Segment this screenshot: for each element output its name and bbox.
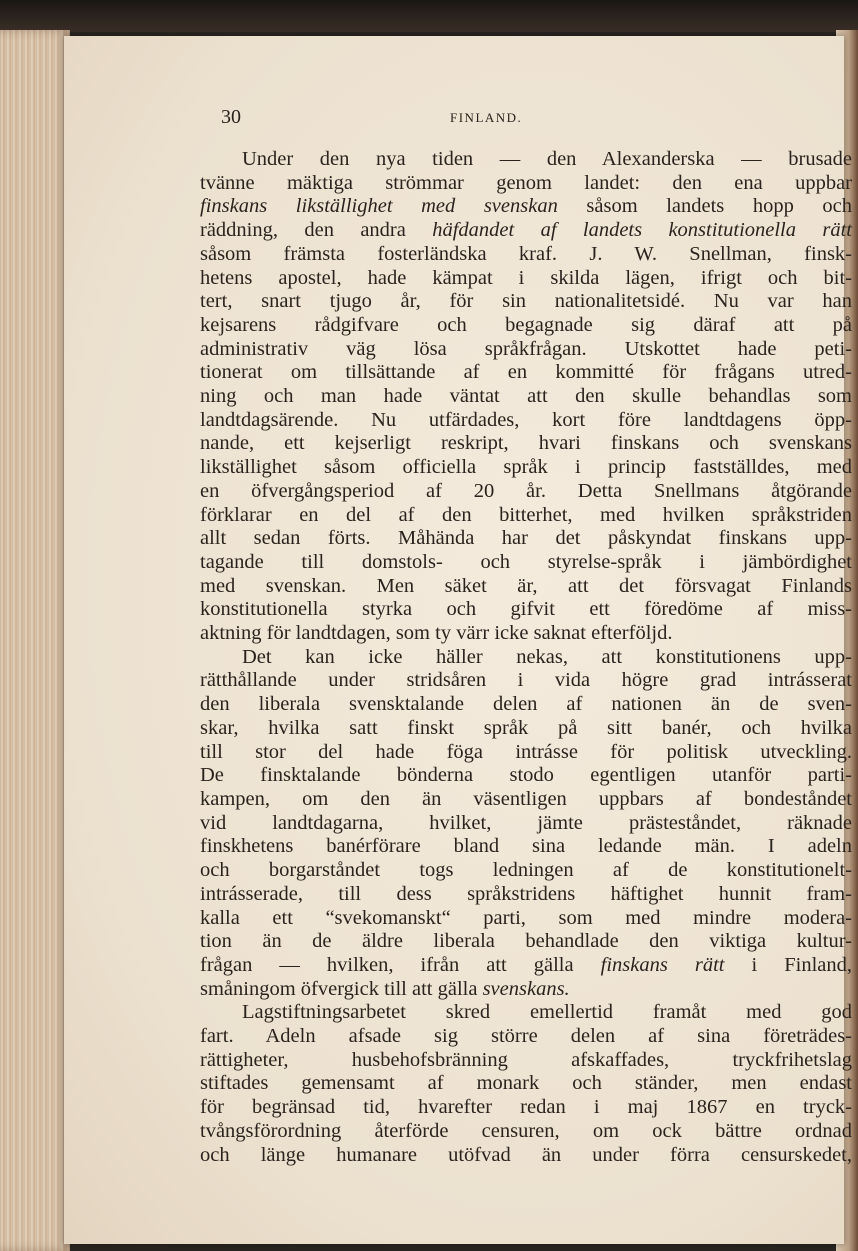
text-segment: likställighet såsom officiella språk i princip fastställdes, med <box>200 456 852 479</box>
text-segment: skar, hvilka satt finskt språk på sitt banér, och hvilka <box>200 716 852 739</box>
text-line <box>200 1025 852 1049</box>
text-line <box>200 1120 852 1144</box>
text-segment: och länge humanare utöfvad än under förra censurskedet, <box>200 1143 852 1166</box>
text-segment: en öfvergångsperiod af 20 år. Detta Snellmans åtgörande <box>200 479 852 502</box>
text-line <box>200 741 852 765</box>
text-line <box>200 551 852 575</box>
text-line <box>200 148 852 172</box>
text-segment: tagande till domstols- och styrelse-språk i jämbördighet <box>200 550 852 573</box>
page-number: 30 <box>221 106 241 128</box>
text-line <box>200 456 852 480</box>
text-segment: såsom landets hopp och <box>557 195 852 218</box>
italic-text: finskans rätt <box>600 953 725 976</box>
text-line <box>200 1072 852 1096</box>
text-line <box>200 195 852 219</box>
text-line <box>200 669 852 693</box>
text-segment: och borgarståndet togs ledningen af de konstitutionelt- <box>200 859 852 882</box>
running-head: FINLAND. <box>450 110 523 125</box>
text-line <box>200 717 852 741</box>
text-line <box>200 385 852 409</box>
text-segment: förklarar en del af den bitterhet, med hvilken språkstriden <box>200 503 852 526</box>
text-segment: allt sedan förts. Måhända har det påskyndat finskans upp- <box>200 527 852 550</box>
text-segment: Under den nya tiden — den Alexanderska — brusade <box>242 148 852 170</box>
text-line <box>200 1144 852 1168</box>
text-line <box>200 646 852 670</box>
text-line <box>200 290 852 314</box>
text-line <box>200 1096 852 1120</box>
text-segment: intrásserade, till dess språkstridens häftighet hunnit fram- <box>200 882 852 905</box>
text-segment: stiftades gemensamt af monark och ständer, men endast <box>200 1072 852 1095</box>
text-line <box>200 243 852 267</box>
page-header <box>64 106 844 130</box>
text-segment: fart. Adeln afsade sig större delen af sina företrädes- <box>200 1025 852 1048</box>
text-segment: för begränsad tid, hvarefter redan i maj 1867 en tryck- <box>200 1096 852 1119</box>
text-line <box>200 930 852 954</box>
text-line <box>200 859 852 883</box>
text-line <box>200 954 852 978</box>
body-text <box>200 148 852 1167</box>
text-segment: hetens apostel, hade kämpat i skilda lägen, ifrigt och bit- <box>200 266 852 289</box>
text-line <box>200 788 852 812</box>
text-segment: den liberala svensktalande delen af nationen än de sven- <box>200 693 852 716</box>
text-segment: såsom främsta fosterländska kraf. J. W. Snellman, finsk- <box>200 242 852 265</box>
text-line <box>200 978 852 1002</box>
text-segment: landtdagsärende. Nu utfärdades, kort före landtdagens öpp- <box>200 408 852 431</box>
text-segment: småningom öfvergick till att gälla <box>200 977 483 1000</box>
text-segment: tion än de äldre liberala behandlade den viktiga kultur- <box>200 930 852 953</box>
text-segment: De finsktalande bönderna stodo egentligen utanför parti- <box>200 764 852 787</box>
text-segment: tionerat om tillsättande af en kommitté för frågans utred- <box>200 361 852 384</box>
text-line <box>200 409 852 433</box>
text-line <box>200 172 852 196</box>
text-line <box>200 835 852 859</box>
text-line <box>200 1049 852 1073</box>
text-segment: nande, ett kejserligt reskript, hvari finskans och svenskans <box>200 432 852 455</box>
text-segment: aktning för landtdagen, som ty värr icke saknat efterföljd. <box>200 622 673 645</box>
text-line <box>200 575 852 599</box>
text-segment: med svenskan. Men säket är, att det försvagat Finlands <box>200 574 852 597</box>
text-segment: ning och man hade väntat att den skulle behandlas som <box>200 385 852 408</box>
text-segment: till stor del hade föga intrásse för politisk utveckling. <box>200 740 852 763</box>
text-segment: konstitutionella styrka och gifvit ett föredöme af miss- <box>200 598 852 621</box>
text-segment: Lagstiftningsarbetet skred emellertid framåt med god <box>242 1001 852 1024</box>
top-edge-shadow <box>0 0 858 32</box>
text-line <box>200 907 852 931</box>
text-line <box>200 598 852 622</box>
italic-text: svenskans. <box>482 977 570 1000</box>
text-line <box>200 1001 852 1025</box>
text-segment: Det kan icke häller nekas, att konstitutionens upp- <box>242 645 852 668</box>
text-line <box>200 764 852 788</box>
text-segment: administrativ väg lösa språkfrågan. Utskottet hade peti- <box>200 337 852 360</box>
text-line <box>200 480 852 504</box>
text-line <box>200 314 852 338</box>
text-line <box>200 432 852 456</box>
text-line <box>200 812 852 836</box>
text-segment: kampen, om den än väsentligen uppbars af bondeståndet <box>200 787 852 810</box>
text-line <box>200 527 852 551</box>
text-segment: räddning, den andra <box>200 219 433 242</box>
book-page-edges-left <box>0 30 70 1251</box>
text-segment: tert, snart tjugo år, för sin nationalitetsidé. Nu var han <box>200 290 852 313</box>
text-segment: i Finland, <box>724 953 852 976</box>
text-line <box>200 338 852 362</box>
text-line <box>200 361 852 385</box>
italic-text: häfdandet af landets konstitutionella rätt <box>432 219 852 242</box>
text-line <box>200 504 852 528</box>
text-segment: tvänne mäktiga strömmar genom landet: den ena uppbar <box>200 171 852 194</box>
book-page <box>64 36 852 1244</box>
text-segment: finskhetens banérförare bland sina ledande män. I adeln <box>200 835 852 858</box>
text-segment: kalla ett “svekomanskt“ parti, som med mindre modera- <box>200 906 852 929</box>
text-line <box>200 693 852 717</box>
text-line <box>200 267 852 291</box>
text-line <box>200 622 852 646</box>
text-segment: rätthållande under stridsåren i vida högre grad intrásserat <box>200 669 852 692</box>
text-segment: frågan — hvilken, ifrån att gälla <box>200 953 601 976</box>
text-segment: kejsarens rådgifvare och begagnade sig däraf att på <box>200 313 852 336</box>
italic-text: finskans likställighet med svenskan <box>200 195 558 218</box>
text-segment: rättigheter, husbehofsbränning afskaffades, tryckfrihetslag <box>200 1048 852 1071</box>
text-line <box>200 883 852 907</box>
text-line <box>200 219 852 243</box>
text-segment: tvångsförordning återförde censuren, om ock bättre ordnad <box>200 1119 852 1142</box>
text-segment: vid landtdagarna, hvilket, jämte prästeståndet, räknade <box>200 811 852 834</box>
